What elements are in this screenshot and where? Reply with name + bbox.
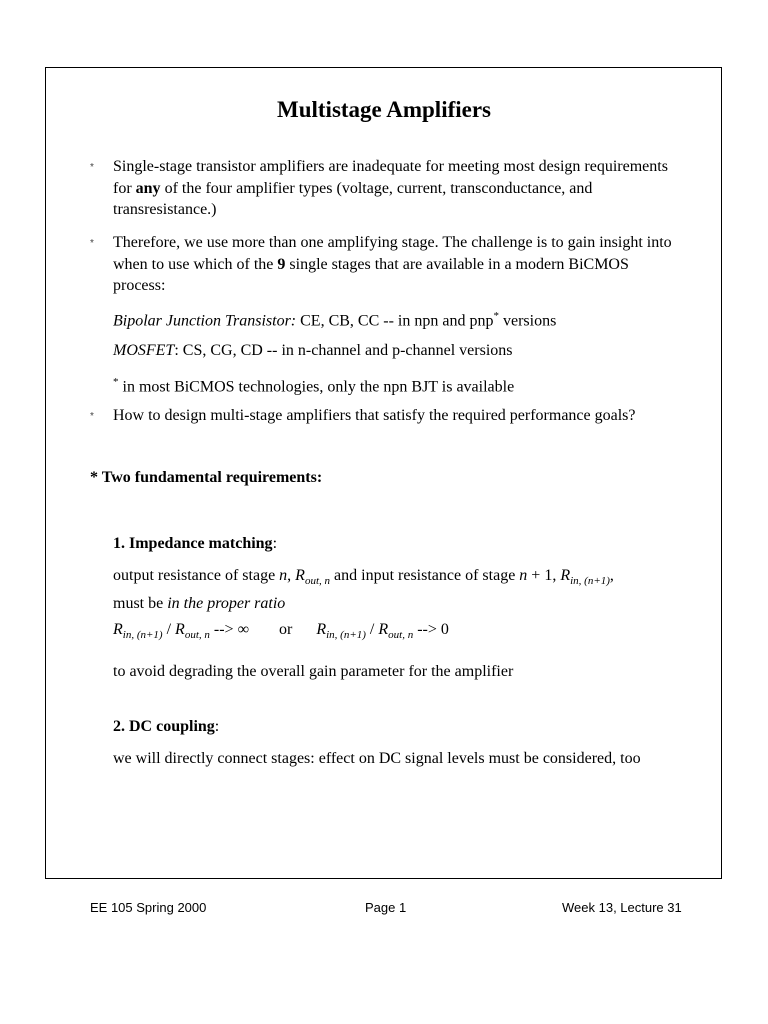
var-n: n (519, 567, 528, 584)
var-r: R (175, 621, 185, 638)
var-r: R (113, 621, 123, 638)
var-r: R (295, 567, 305, 584)
ratio-slash: / (365, 621, 379, 638)
ratio-or: or (278, 621, 293, 638)
req2-text: we will directly connect stages: effect on DC signal levels must be considered, too (113, 750, 641, 767)
ratio-line (113, 619, 683, 647)
req2-heading (113, 716, 683, 738)
bjt-line (113, 306, 683, 332)
bullet-2-bold: 9 (277, 255, 286, 273)
footer-page: Page 1 (365, 900, 407, 915)
var-r: R (378, 621, 389, 638)
ratio-infinity (113, 621, 249, 642)
ratio-zero-value: --> 0 (413, 621, 449, 638)
bullet-3: How to design multi-stage amplifiers that satisfy the required performance goals? (113, 407, 636, 424)
req1-text-a: output resistance of stage (113, 567, 280, 584)
bjt-text: CE, CB, CC -- in npn and pnp (296, 312, 494, 330)
bullet-1-text-end: of the four amplifier types (voltage, current, transconductance, and transresistance.) (113, 179, 593, 218)
req1-text-b: and input resistance of stage (330, 567, 520, 584)
footnote-text: in most BiCMOS technologies, only the npn BJT is available (118, 378, 515, 396)
req1-colon: : (272, 535, 278, 552)
bullet-1-text: Single-stage transistor amplifiers are inadequate for meeting most design requirements for (113, 158, 668, 197)
req1-text-d: , (609, 567, 614, 584)
var-r: R (560, 567, 571, 584)
bullet-marker: * (90, 238, 94, 249)
page-title: Multistage Amplifiers (277, 97, 491, 122)
gain-line: to avoid degrading the overall gain parameter for the amplifier (113, 663, 514, 680)
bjt-text-end: versions (498, 312, 557, 330)
var-n: n (279, 567, 288, 584)
ratio-inf: --> ∞ (209, 621, 249, 638)
sub-out-n: out, n (184, 629, 210, 642)
bullet-1-bold: any (135, 179, 161, 197)
bullet-1 (113, 156, 673, 221)
bullet-marker: * (90, 411, 94, 422)
proper-ratio-text: in the proper ratio (167, 594, 286, 612)
req1-text-e: must be (113, 594, 168, 612)
req1-text (113, 565, 713, 614)
sub-out-n: out, n (304, 575, 331, 588)
ratio-zero (316, 621, 449, 642)
var-r: R (316, 621, 327, 638)
ratio-slash: / (162, 621, 176, 638)
bullet-2 (113, 232, 673, 297)
footnote (113, 372, 683, 398)
mosfet-label: MOSFET (113, 342, 175, 359)
footer-course: EE 105 Spring 2000 (90, 900, 207, 915)
sub-in-n1: in, (n+1) (326, 629, 366, 642)
bullet-2-text-end: single stages that are available in a modern BiCMOS process: (113, 255, 629, 294)
req2-colon: : (214, 718, 220, 735)
footer-week: Week 13, Lecture 31 (562, 900, 682, 915)
footnote-mark: * (113, 376, 119, 388)
req1-comma: , (287, 567, 296, 584)
bjt-label: Bipolar Junction Transistor: (113, 312, 297, 330)
bullet-marker: * (90, 162, 94, 173)
req1-text-c: + 1, (527, 567, 561, 584)
sub-in-n1: in, (n+1) (122, 629, 163, 642)
bjt-footnote-mark: * (493, 310, 499, 322)
mosfet-line (113, 340, 683, 362)
sub-out-n: out, n (388, 629, 414, 642)
req1-heading (113, 533, 683, 555)
mosfet-text: : CS, CG, CD -- in n-channel and p-channel versions (174, 342, 513, 359)
requirements-heading: * Two fundamental requirements: (90, 469, 323, 486)
sub-in-n1: in, (n+1) (570, 575, 610, 588)
bullet-2-text: Therefore, we use more than one amplifying stage. The challenge is to gain insight into when to use which of the (113, 234, 672, 273)
req2-heading-text: 2. DC coupling (113, 718, 215, 735)
req1-heading-text: 1. Impedance matching (113, 535, 273, 552)
